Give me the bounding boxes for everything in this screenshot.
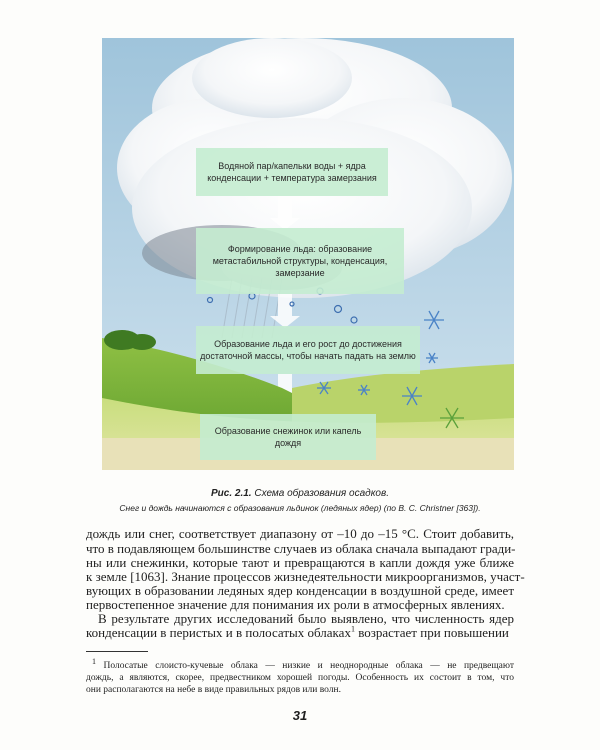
figure-title: Схема образования осадков. <box>254 488 389 499</box>
body-line: вующих в образовании ледяных ядер конденсации в воздушной среде, имеет <box>86 583 514 598</box>
body-line: ны или снежинки, которые тают и превращаются в капли дождя уже ближе <box>86 555 514 570</box>
body-line: что в подавляющем большинстве случаев из облака сначала выпадают гради- <box>86 541 516 556</box>
figure-label: Рис. 2.1. <box>211 488 252 499</box>
precipitation-figure <box>102 38 514 470</box>
footnote-line: они располагаются на небе в виде правильных рядов или волн. <box>86 685 341 695</box>
figure-caption-title <box>0 488 600 499</box>
body-line-part: конденсации в перистых и в полосатых облаках <box>86 625 351 640</box>
footnote-ref: 1 <box>350 624 355 634</box>
stage-box-3: Образование льда и его рост до достижения достаточной массы, чтобы начать падать на землю <box>196 326 420 374</box>
footnote-line-text: Полосатые слоисто-кучевые облака — низкие и неоднородные облака — не предвещают <box>103 661 515 671</box>
page-number: 31 <box>292 708 308 723</box>
body-line: дождь или снег, соответствует диапазону от –10 до –15 °С. Стоит добавить, <box>86 526 514 541</box>
stage-box-1: Водяной пар/капельки воды + ядра конденсации + температура замерзания <box>196 148 388 196</box>
body-line <box>86 626 514 640</box>
footnote-rule <box>86 651 148 652</box>
footnote-mark: 1 <box>92 656 96 666</box>
footnote-line: дождь, а являются, скорее, предвестником хорошей погоды. Особенность их состоит в том, что <box>86 673 514 683</box>
stage-box-2: Формирование льда: образование метастабильной структуры, конденсация, замерзание <box>196 228 404 294</box>
stage-box-4: Образование снежинок или капель дождя <box>200 414 376 460</box>
footnote-line <box>86 656 515 672</box>
body-line: к земле [1063]. Знание процессов жизнедеятельности микроорганизмов, участ- <box>86 569 525 584</box>
body-line-part: возрастает при повышении <box>354 625 509 640</box>
figure-caption-text: Снег и дождь начинаются с образования льдинок (ледяных ядер) (по B. C. Christner [363]). <box>119 503 481 513</box>
body-line: первостепенное значение для понимания их роли в атмосферных явлениях. <box>86 597 505 612</box>
body-line: В результате других исследований было выявлено, что численность ядер <box>98 611 514 626</box>
